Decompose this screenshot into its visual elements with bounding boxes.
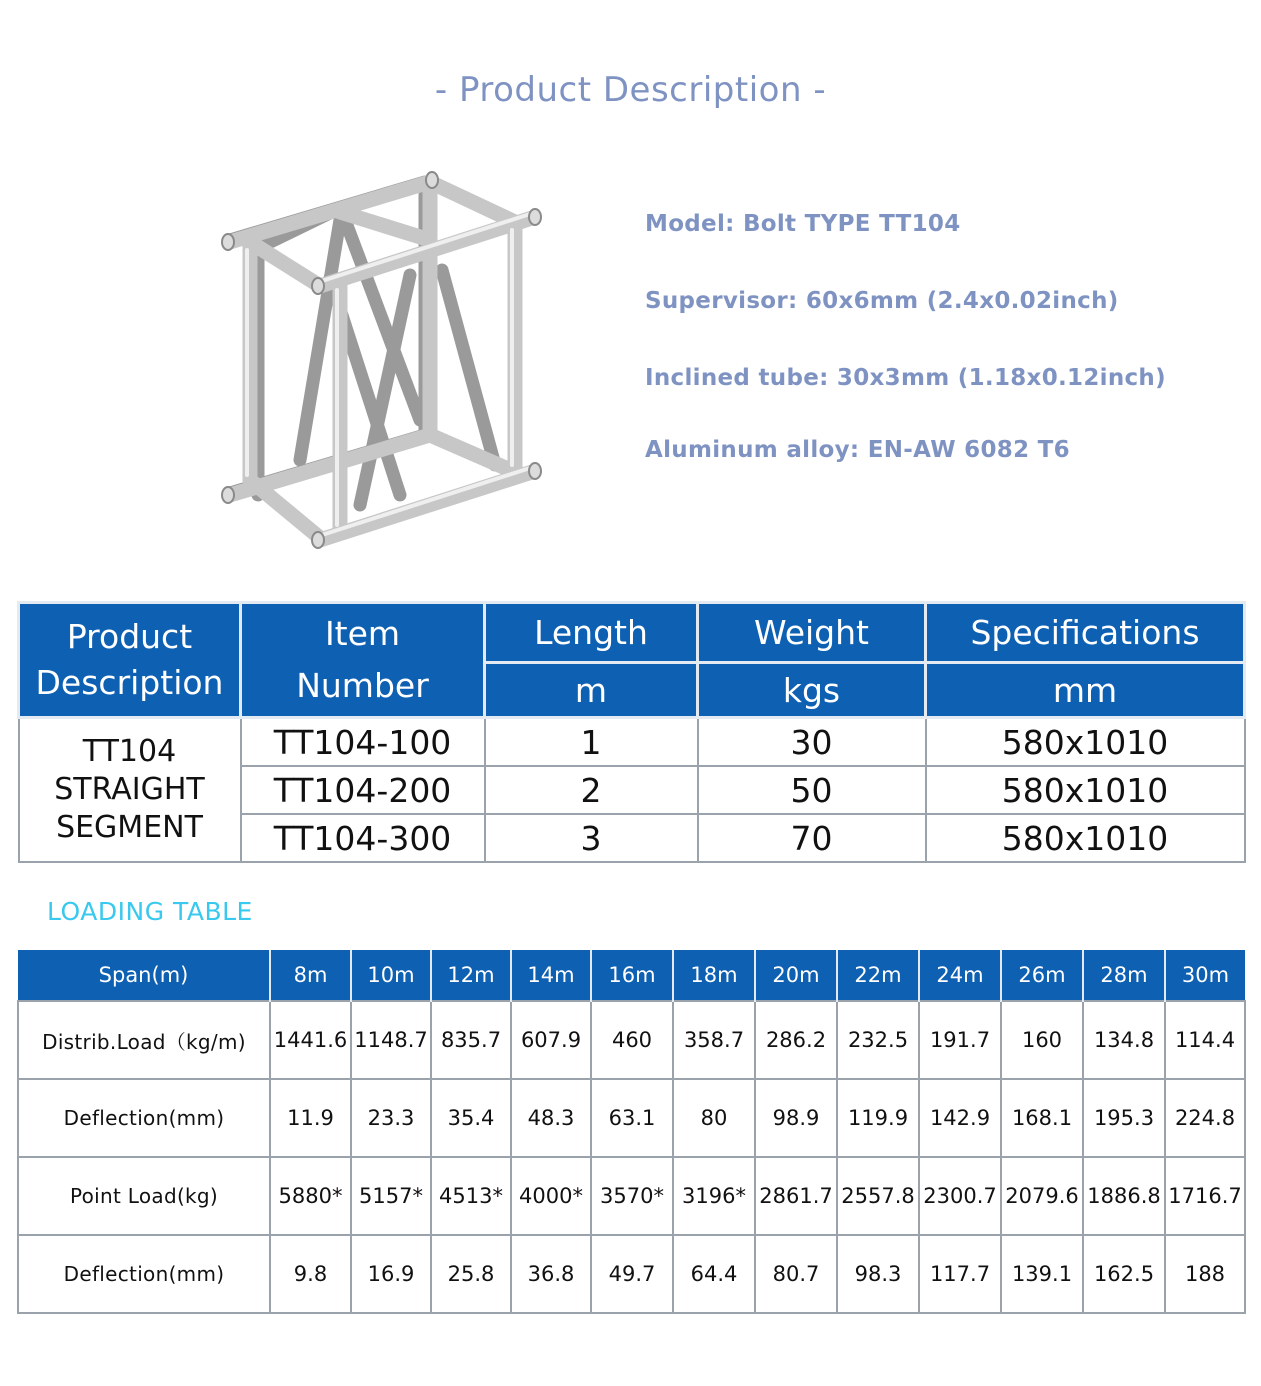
span-header: 14m	[511, 950, 591, 1001]
value-cell: 35.4	[431, 1079, 511, 1157]
value-cell: 63.1	[591, 1079, 673, 1157]
value-cell: 80.7	[755, 1235, 837, 1313]
span-header: 30m	[1165, 950, 1245, 1001]
page-title: - Product Description -	[434, 70, 827, 110]
value-cell: 11.9	[270, 1079, 351, 1157]
spec-cell: 580x1010	[926, 718, 1245, 767]
span-header: 10m	[351, 950, 431, 1001]
value-cell: 9.8	[270, 1235, 351, 1313]
span-header: 22m	[837, 950, 919, 1001]
spec-model: Model: Bolt TYPE TT104	[645, 211, 961, 237]
loading-header-row	[18, 950, 1245, 1001]
header-item-number: Item Number	[241, 603, 485, 718]
value-cell: 2861.7	[755, 1157, 837, 1235]
header-length-unit: m	[485, 663, 698, 718]
header-specifications: Specifications	[926, 603, 1245, 663]
value-cell: 134.8	[1083, 1001, 1165, 1079]
value-cell: 23.3	[351, 1079, 431, 1157]
value-cell: 5880*	[270, 1157, 351, 1235]
header-weight: Weight	[698, 603, 926, 663]
value-cell: 4513*	[431, 1157, 511, 1235]
value-cell: 191.7	[919, 1001, 1001, 1079]
value-cell: 2300.7	[919, 1157, 1001, 1235]
value-cell: 232.5	[837, 1001, 919, 1079]
weight-cell: 50	[698, 766, 926, 814]
span-header: 8m	[270, 950, 351, 1001]
header-span: Span(m)	[18, 950, 270, 1001]
table-row	[18, 1157, 1245, 1235]
value-cell: 286.2	[755, 1001, 837, 1079]
item-number-cell: TT104-300	[241, 814, 485, 862]
value-cell: 162.5	[1083, 1235, 1165, 1313]
value-cell: 160	[1001, 1001, 1083, 1079]
product-description-cell: TT104 STRAIGHT SEGMENT	[19, 718, 241, 863]
value-cell: 5157*	[351, 1157, 431, 1235]
table-row	[18, 1235, 1245, 1313]
value-cell: 607.9	[511, 1001, 591, 1079]
span-header: 28m	[1083, 950, 1165, 1001]
value-cell: 2557.8	[837, 1157, 919, 1235]
value-cell: 114.4	[1165, 1001, 1245, 1079]
value-cell: 36.8	[511, 1235, 591, 1313]
value-cell: 119.9	[837, 1079, 919, 1157]
length-cell: 2	[485, 766, 698, 814]
value-cell: 1441.6	[270, 1001, 351, 1079]
span-header: 16m	[591, 950, 673, 1001]
spec-cell: 580x1010	[926, 766, 1245, 814]
spec-supervisor: Supervisor: 60x6mm (2.4x0.02inch)	[645, 288, 1119, 314]
header-spec-unit: mm	[926, 663, 1245, 718]
row-label: Point Load(kg)	[18, 1157, 270, 1235]
value-cell: 64.4	[673, 1235, 755, 1313]
value-cell: 224.8	[1165, 1079, 1245, 1157]
spec-inclined-tube: Inclined tube: 30x3mm (1.18x0.12inch)	[645, 365, 1166, 391]
value-cell: 117.7	[919, 1235, 1001, 1313]
span-header: 18m	[673, 950, 755, 1001]
value-cell: 16.9	[351, 1235, 431, 1313]
item-number-cell: TT104-100	[241, 718, 485, 767]
value-cell: 188	[1165, 1235, 1245, 1313]
value-cell: 142.9	[919, 1079, 1001, 1157]
length-cell: 3	[485, 814, 698, 862]
value-cell: 3196*	[673, 1157, 755, 1235]
value-cell: 48.3	[511, 1079, 591, 1157]
value-cell: 98.3	[837, 1235, 919, 1313]
table-row	[18, 1001, 1245, 1079]
value-cell: 98.9	[755, 1079, 837, 1157]
header-weight-unit: kgs	[698, 663, 926, 718]
product-table	[17, 601, 1246, 863]
length-cell: 1	[485, 718, 698, 767]
value-cell: 49.7	[591, 1235, 673, 1313]
header-length: Length	[485, 603, 698, 663]
row-label: Deflection(mm)	[18, 1235, 270, 1313]
value-cell: 1716.7	[1165, 1157, 1245, 1235]
value-cell: 835.7	[431, 1001, 511, 1079]
table-row	[19, 718, 1245, 767]
value-cell: 139.1	[1001, 1235, 1083, 1313]
truss-segment-image	[210, 160, 555, 560]
header-product-description: Product Description	[19, 603, 241, 718]
value-cell: 460	[591, 1001, 673, 1079]
value-cell: 1886.8	[1083, 1157, 1165, 1235]
row-label: Distrib.Load（kg/m)	[18, 1001, 270, 1079]
value-cell: 1148.7	[351, 1001, 431, 1079]
span-header: 20m	[755, 950, 837, 1001]
weight-cell: 30	[698, 718, 926, 767]
value-cell: 3570*	[591, 1157, 673, 1235]
loading-table	[17, 950, 1246, 1314]
row-label: Deflection(mm)	[18, 1079, 270, 1157]
table-row	[18, 1079, 1245, 1157]
value-cell: 4000*	[511, 1157, 591, 1235]
span-header: 12m	[431, 950, 511, 1001]
weight-cell: 70	[698, 814, 926, 862]
spec-aluminum-alloy: Aluminum alloy: EN-AW 6082 T6	[645, 437, 1070, 463]
span-header: 24m	[919, 950, 1001, 1001]
loading-table-title: LOADING TABLE	[47, 897, 253, 926]
value-cell: 25.8	[431, 1235, 511, 1313]
value-cell: 168.1	[1001, 1079, 1083, 1157]
value-cell: 2079.6	[1001, 1157, 1083, 1235]
value-cell: 358.7	[673, 1001, 755, 1079]
spec-cell: 580x1010	[926, 814, 1245, 862]
value-cell: 195.3	[1083, 1079, 1165, 1157]
span-header: 26m	[1001, 950, 1083, 1001]
item-number-cell: TT104-200	[241, 766, 485, 814]
value-cell: 80	[673, 1079, 755, 1157]
